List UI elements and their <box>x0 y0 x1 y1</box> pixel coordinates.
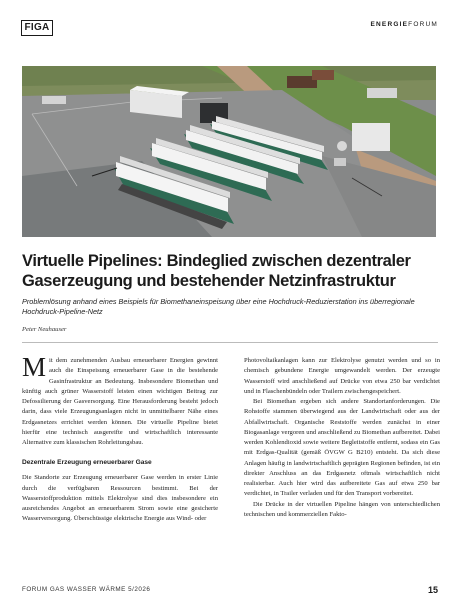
figa-logo: FIGA <box>21 20 53 36</box>
section-heading: Dezentrale Erzeugung erneuerbarer Gase <box>22 459 152 467</box>
journal-footer: FORUM GAS WASSER WÄRME 5/2026 <box>22 586 151 593</box>
paragraph-intro <box>22 352 218 448</box>
paragraph-hydrogen: Photovoltaikanlagen kann zur Elektrolyse genutzt werden und so in chemisch gebundene Energie umgewandelt werden. Der erzeugte Wasserstoff wird anschließend auf Drücke von etwa 250 bar verdichtet und in Flaschenbündeln oder Trailern zwischengespeichert. <box>244 357 440 395</box>
article-title: Virtuelle Pipelines: Bindeglied zwischen dezentraler Gaserzeugung und bestehender Netzinfrastruktur <box>22 252 411 290</box>
intro-text: it dem zunehmenden Ausbau erneuerbarer Energien gewinnt auch die Einspeisung erneuerbarer Gase in die bestehende Gasinfrastruktur an Bedeutung. Insbesondere Biomethan und künftig auch grüner Wasserstoff leisten einen wichtigen Beitrag zur Defossilierung der Gasversorgung. Eine Herausforderung besteht jedoch darin, dass viele Erzeugungsanlagen nicht in unmittelbarer Nähe eines Erdgasnetzes errichtet werden können. Die virtuelle Pipeline bietet hierfür eine technisch ausgereifte und wirtschaftlich interessante Alternative zum klassischen Rohrleitungsbau. <box>22 357 218 446</box>
page-number: 15 <box>427 585 438 595</box>
paragraph-biomethane: Bei Biomethan ergeben sich andere Standortanforderungen. Die Rohstoffe stammen überwiegend aus der Landwirtschaft oder aus der Abfallwirtschaft. Organische Reststoffe werden zunächst in einer Biogasanlage vergoren und anschließend zu Biomethan aufbereitet. Dabei werden Kohlendioxid sowie weitere Begleitstoffe entfernt, sodass ein Gas mit Erdgas-Qualität (gemäß ÖVGW G B210) entsteht. Da sich diese Anlagen häufig in landwirtschaftlich geprägten Regionen befinden, ist ein direkter Anschluss an das Erdgasnetz oftmals wirtschaftlich nicht realisierbar. Auch hier wird das aufbereitete Gas auf etwa 250 bar verdichtet, in Trailer verladen und für den Transport vorbereitet. <box>244 398 440 498</box>
divider <box>22 342 438 343</box>
section-rubric <box>370 21 438 28</box>
dropcap: M <box>22 352 47 382</box>
rubric-rest: FORUM <box>408 21 438 28</box>
article-subtitle: Problemlösung anhand eines Beispiels für Biomethaneinspeisung über eine Hochdruck-Reduzierstation ins überregionale Hochdruck-Pipeline-Netz <box>22 297 415 316</box>
aerial-photo-trailers <box>22 66 436 237</box>
paragraph-pressure: Die Drücke in der virtuellen Pipeline hängen von unterschiedlichen technischen und kommerziellen Fakto- <box>244 500 440 518</box>
text-column-left <box>22 352 218 525</box>
rubric-bold: ENERGIE <box>370 21 409 28</box>
aerial-photo-illustration <box>22 66 436 237</box>
paragraph-locations: Die Standorte zur Erzeugung erneuerbarer Gase werden in erster Linie durch die verfügbaren Ressourcen bestimmt. Bei der Wasserstoffproduktion mittels Elektrolyse sind dies insbesondere ein ausreichendes Angebot an erneuerbarem Strom sowie eine gesicherte Wasserversorgung. Überschüssige elektrische Energie aus Wind- oder <box>22 474 218 523</box>
text-column-right <box>244 356 440 520</box>
article-author: Peter Neuhauser <box>22 326 67 333</box>
